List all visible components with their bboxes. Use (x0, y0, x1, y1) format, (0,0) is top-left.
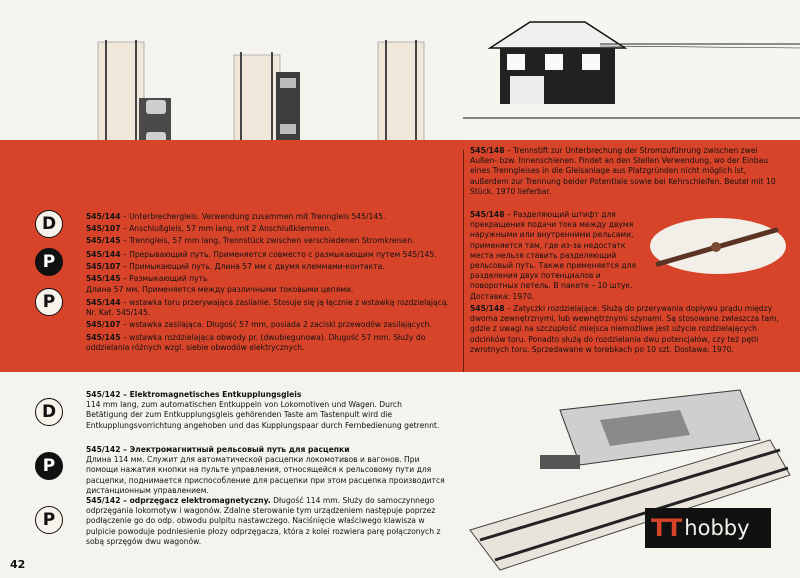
station-house-image (462, 0, 800, 140)
logo-word: hobby (684, 516, 750, 540)
language-label-ru-2: P (35, 452, 63, 480)
item-545-144-ru: 545/144 – Прерывающий путь. Применяется совместо с размыкающим путем 545/145. (86, 250, 437, 259)
section-c-ru: 545/142 – Электромагнитный рельсовый путь для расцепки Длина 114 мм. Служит для автоматической расцепки локомотивов и вагонов. При помощи нажатия кнопки на пульте управления, относящейся к рельсовому пути для расцепки, поднимается приспособление для расцепки при этом расцепка производится дистанционным управлением. (86, 445, 445, 495)
language-label-pl-2: P (35, 506, 63, 534)
language-label-de-2: D (35, 398, 63, 426)
item-545-145-de: 545/145 – Trenngleis, 57 mm lang, Trennstück zwischen verschiedenen Stromkreisen. (86, 236, 415, 246)
section-a-pl (86, 298, 456, 355)
item-545-145-pl: 545/145 – wstawka rozdzielająca obwody pr. (dwubiegunowa). Długość 57 mm. Służy do oddzielania różnych wzgl. siebie obwodów elektrycznych. (86, 332, 426, 352)
language-label-pl: P (35, 288, 63, 316)
section-c-pl: 545/142 – odprzęgacz elektromagnetyczny. Długość 114 mm. Służy do samoczynnego odprzęgania lokomotyw i wagonów. Zdalne sterowanie tym urządzeniem następuje poprzez podłączenie go do odp. obwodu pulpitu nastawczego. Naciśnięcie właściwego klawisza w pulpicie powoduje podniesienie płozy odprzęgacza, która z kolei rozwiera parę połączonych z sobą sprzęgów dwu wagonów. (86, 496, 441, 546)
item-545-107-ru: 545/107 – Примыкающий путь. Длина 57 мм с двумя клеммами-контакта. (86, 262, 385, 272)
column-divider (463, 150, 464, 372)
section-c-de: 545/142 – Elektromagnetisches Entkupplungsgleis 114 mm lang, zum automatischen Entkuppeln von Lokomotiven und Wagen. Durch Betätigung der zum Entkupplungsgleis gehörenden Taste am Tastenpult wird die Entkupplungsvorrichtung angehoben und das Kupplungspaar durch Fernbedienung getrennt. (86, 390, 440, 430)
item-545-144-de: 545/144 – Unterbrechergleis. Verwendung zusammen mit Trenngleis 545/145. (86, 212, 386, 221)
item-545-145-ru: 545/145 – Размыкающий путь (86, 274, 208, 284)
tt-hobby-logo (645, 508, 771, 548)
section-b-ru: 545/148 – Разделяющий штифт для прекращения подачи тока между двумя наружными или внутренними рельсами, применяется там, где из-за недостатк места нельзя ставить разделяющий рельсовый путь. Также применяется для разделения двух потенциалов и поворотных петель. В пакете – 10 штук. Доставка: 1970. (470, 210, 637, 301)
section-b-pl: 545/148 – Zatyczki rozdzielające. Służą do przerywania dopływu prądu między dwoma zewnętrznymi, lub wewnętrznymi szynami. Są stosowane zwłaszcza tam, gdzie z uwagi na szczupłość miejsca niemożliwe jest użycie rozdzielających odcinków toru. Ponadto służą do rozdzielania dwu potencjałów, czy też pętli zwrotnych toru. Sprzedawane w torebkach po 10 szt. Dostawa: 1970. (470, 304, 779, 354)
page-number: 42 (10, 558, 26, 571)
section-a-ru (86, 250, 456, 297)
language-label-de: D (35, 210, 63, 238)
uncoupling-track-image (440, 380, 800, 578)
item-545-145-ru-body: Длина 57 мм. Применяется между различными токовыми цепями. (86, 284, 354, 294)
item-545-107-de: 545/107 – Anschlußgleis, 57 mm lang, mit 2 Anschlußklemmen. (86, 224, 332, 234)
section-a-de (86, 212, 456, 249)
item-545-107-pl: 545/107 – wstawka zasilająca. Długość 57 mm, posiada 2 zaciski przewodów zasilających. (86, 320, 432, 330)
section-b-de: 545/148 – Trennstift zur Unterbrechung der Stromzuführung zwischen zwei Außen- bzw. Innenschienen. Findet an den Stellen Verwendung, wo der Einbau eines Trenngleises in die Gleisanlage aus Platzgründen nicht möglich ist, außerdem zur Trennung beider Potentiale sowie bei Kehrschleifen. Beutel mit 10 Stück. 1970 lieferbar. (470, 146, 776, 196)
item-545-144-pl: 545/144 – wstawka toru przerywająca zasilanie. Stosuje się ją łącznie z wstawką rozdzielającą. Nr. Kat. 545/145. (86, 298, 449, 318)
separator-pin-image (648, 216, 788, 276)
language-label-ru: P (35, 248, 63, 276)
logo-tt: TT (651, 514, 681, 542)
